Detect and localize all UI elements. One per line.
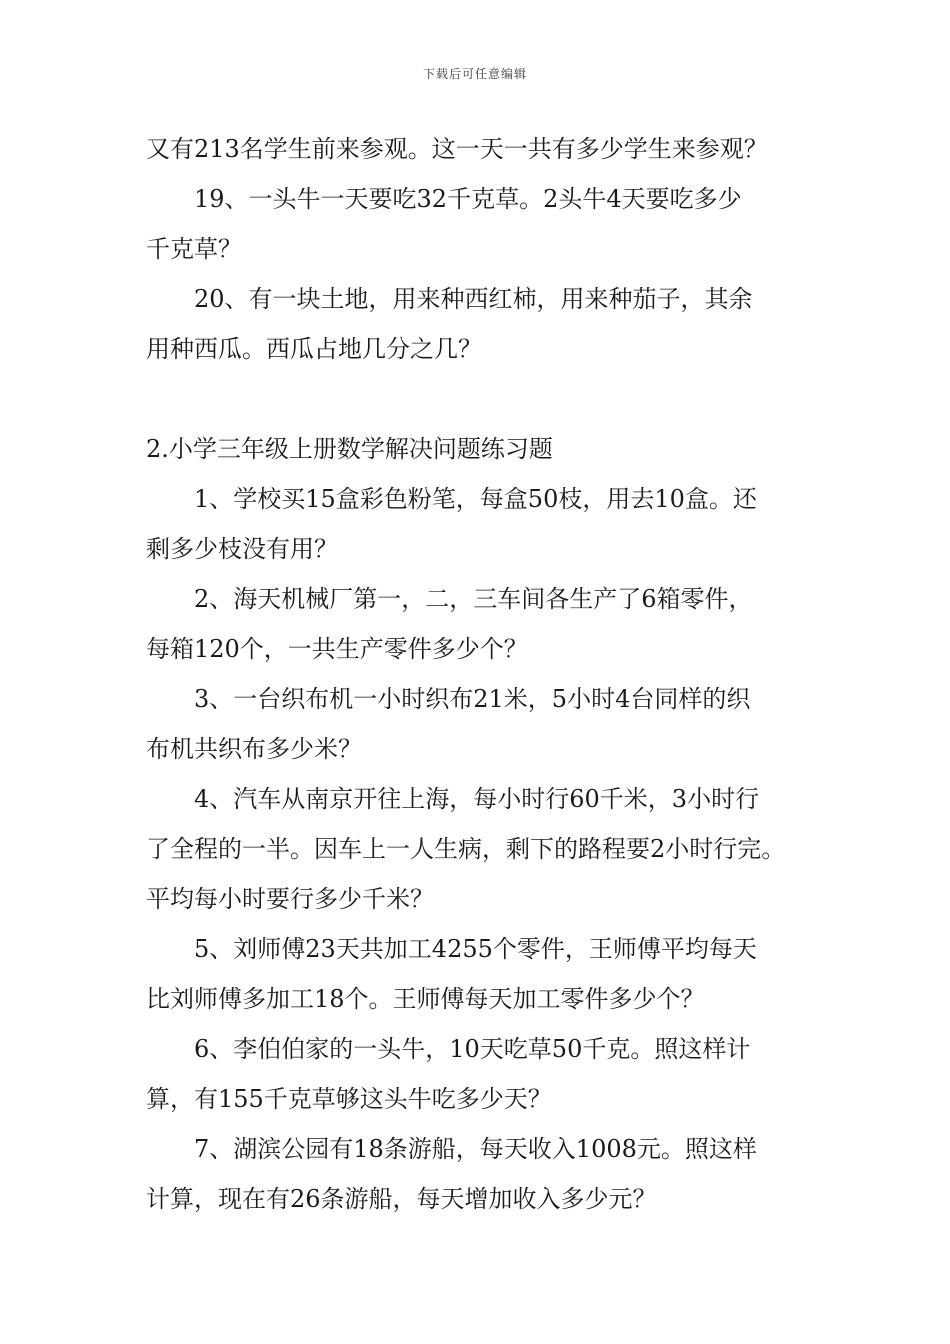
problem-3-line-2: 布机共织布多少米？ [146,735,362,763]
problem-1-line-2: 剩多少枝没有用？ [146,535,338,563]
problem-19-line-2: 千克草？ [146,235,242,263]
problem-4-line-2: 了全程的一半。因车上一人生病，剩下的路程要2小时行完。 [146,835,786,863]
text-line-continuation: 又有213名学生前来参观。这一天一共有多少学生来参观？ [146,135,768,163]
problem-7-line-2: 计算，现在有26条游船，每天增加收入多少元？ [146,1185,657,1213]
page-header: 下载后可任意编辑 [422,67,527,81]
problem-4-line-1: 4、汽车从南京开往上海，每小时行60千米，3小时行 [194,785,760,813]
section-spacer [146,374,810,424]
problem-6-line-1: 6、李伯伯家的一头牛，10天吃草50千克。照这样计 [194,1035,751,1063]
problem-5-line-1: 5、刘师傅23天共加工4255个零件，王师傅平均每天 [194,935,757,963]
problem-20-line-1: 20、有一块土地，用来种西红柿，用来种茄子，其余 [194,285,753,313]
problem-1-line-1: 1、学校买15盒彩色粉笔，每盒50枝，用去10盒。还 [194,485,757,513]
problem-7-line-1: 7、湖滨公园有18条游船，每天收入1008元。照这样 [194,1135,757,1163]
problem-2-line-2: 每箱120个，一共生产零件多少个？ [146,635,528,663]
problem-4-line-3: 平均每小时要行多少千米？ [146,885,434,913]
section-title: 2.小学三年级上册数学解决问题练习题 [146,435,553,463]
problem-20-line-2: 用种西瓜。西瓜占地几分之几？ [146,335,482,363]
problem-6-line-2: 算，有155千克草够这头牛吃多少天？ [146,1085,552,1113]
problem-2-line-1: 2、海天机械厂第一，二，三车间各生产了6箱零件， [194,585,753,613]
problem-3-line-1: 3、一台织布机一小时织布21米，5小时4台同样的织 [194,685,751,713]
problem-19-line-1: 19、一头牛一天要吃32千克草。2头牛4天要吃多少 [194,185,742,213]
document-body [146,124,810,1224]
problem-5-line-2: 比刘师傅多加工18个。王师傅每天加工零件多少个？ [146,985,705,1013]
